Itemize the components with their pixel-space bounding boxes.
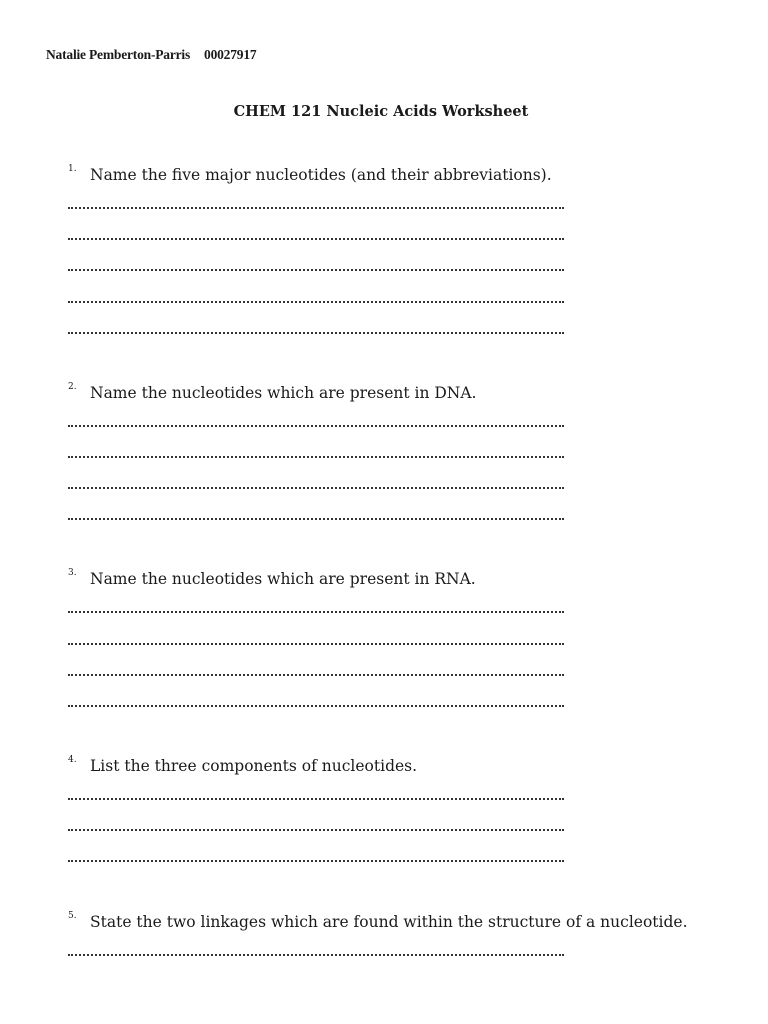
question-3 (68, 570, 564, 707)
answer-line[interactable] (68, 301, 564, 303)
answer-line[interactable] (68, 611, 564, 613)
question-number: 4. (68, 755, 77, 765)
answer-line[interactable] (68, 954, 564, 956)
answer-area (68, 425, 564, 520)
question-5 (68, 911, 688, 956)
answer-line[interactable] (68, 829, 564, 831)
question-number: 2. (68, 382, 77, 392)
answer-area (68, 954, 564, 956)
answer-area (68, 798, 564, 862)
worksheet-title: CHEM 121 Nucleic Acids Worksheet (233, 103, 529, 120)
answer-line[interactable] (68, 674, 564, 676)
answer-line[interactable] (68, 207, 564, 209)
answer-area (68, 611, 564, 707)
question-4 (68, 757, 564, 862)
question-text: Name the nucleotides which are present in RNA. (90, 570, 476, 588)
answer-line[interactable] (68, 332, 564, 334)
answer-line[interactable] (68, 425, 564, 427)
question-number: 3. (68, 568, 77, 578)
answer-line[interactable] (68, 456, 564, 458)
answer-line[interactable] (68, 487, 564, 489)
answer-line[interactable] (68, 705, 564, 707)
question-text: Name the nucleotides which are present in DNA. (90, 384, 477, 402)
question-2 (68, 384, 564, 520)
student-id: 00027917 (204, 47, 257, 62)
question-number: 1. (68, 164, 77, 174)
question-1 (68, 166, 564, 334)
answer-area (68, 207, 564, 334)
answer-line[interactable] (68, 269, 564, 271)
answer-line[interactable] (68, 643, 564, 645)
question-number: 5. (68, 911, 77, 921)
answer-line[interactable] (68, 518, 564, 520)
student-header (46, 47, 256, 63)
answer-line[interactable] (68, 798, 564, 800)
question-text: Name the five major nucleotides (and their abbreviations). (90, 166, 552, 184)
student-name: Natalie Pemberton-Parris (46, 47, 191, 62)
question-text: List the three components of nucleotides. (90, 757, 418, 775)
answer-line[interactable] (68, 238, 564, 240)
question-text: State the two linkages which are found within the structure of a nucleotide. (90, 913, 688, 931)
answer-line[interactable] (68, 860, 564, 862)
